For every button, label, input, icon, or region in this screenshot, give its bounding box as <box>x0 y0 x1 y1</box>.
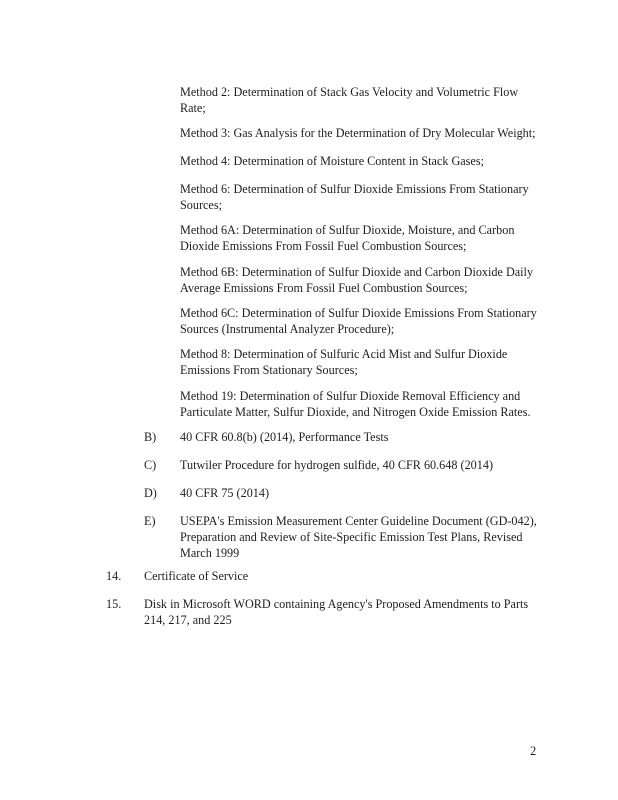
method-6: Method 6: Determination of Sulfur Dioxide Emissions From Stationary Sources; <box>180 182 529 212</box>
method-6a: Method 6A: Determination of Sulfur Dioxide, Moisture, and Carbon Dioxide Emissions From Fossil Fuel Combustion Sources; <box>180 223 515 253</box>
item-15-text: Disk in Microsoft WORD containing Agency's Proposed Amendments to Parts 214, 217, and 225 <box>144 597 529 627</box>
item-c-text: Tutwiler Procedure for hydrogen sulfide, 40 CFR 60.648 (2014) <box>180 458 494 472</box>
item-e-text: USEPA's Emission Measurement Center Guideline Document (GD-042), Preparation and Review of Site-Specific Emission Test Plans, Revised March 1999 <box>180 514 537 560</box>
method-4: Method 4: Determination of Moisture Content in Stack Gases; <box>180 154 484 168</box>
item-d-text: 40 CFR 75 (2014) <box>180 486 270 500</box>
item-b-label: B) <box>144 430 157 444</box>
method-19: Method 19: Determination of Sulfur Dioxide Removal Efficiency and Particulate Matter, Sulfur Dioxide, and Nitrogen Oxide Emission Rates. <box>180 389 531 419</box>
page-number: 2 <box>530 744 537 758</box>
item-e-label: E) <box>144 514 156 528</box>
item-14-text: Certificate of Service <box>144 569 249 583</box>
method-2: Method 2: Determination of Stack Gas Velocity and Volumetric Flow Rate; <box>180 85 519 115</box>
method-6c: Method 6C: Determination of Sulfur Dioxide Emissions From Stationary Sources (Instrumental Analyzer Procedure); <box>180 306 537 336</box>
method-8: Method 8: Determination of Sulfuric Acid Mist and Sulfur Dioxide Emissions From Stationary Sources; <box>180 347 508 377</box>
item-15-number: 15. <box>106 597 122 611</box>
method-3: Method 3: Gas Analysis for the Determination of Dry Molecular Weight; <box>180 126 536 140</box>
item-b-text: 40 CFR 60.8(b) (2014), Performance Tests <box>180 430 389 444</box>
item-c-label: C) <box>144 458 157 472</box>
item-14-number: 14. <box>106 569 122 583</box>
item-d-label: D) <box>144 486 157 500</box>
method-6b: Method 6B: Determination of Sulfur Dioxide and Carbon Dioxide Daily Average Emissions From Fossil Fuel Combustion Sources; <box>180 265 534 295</box>
